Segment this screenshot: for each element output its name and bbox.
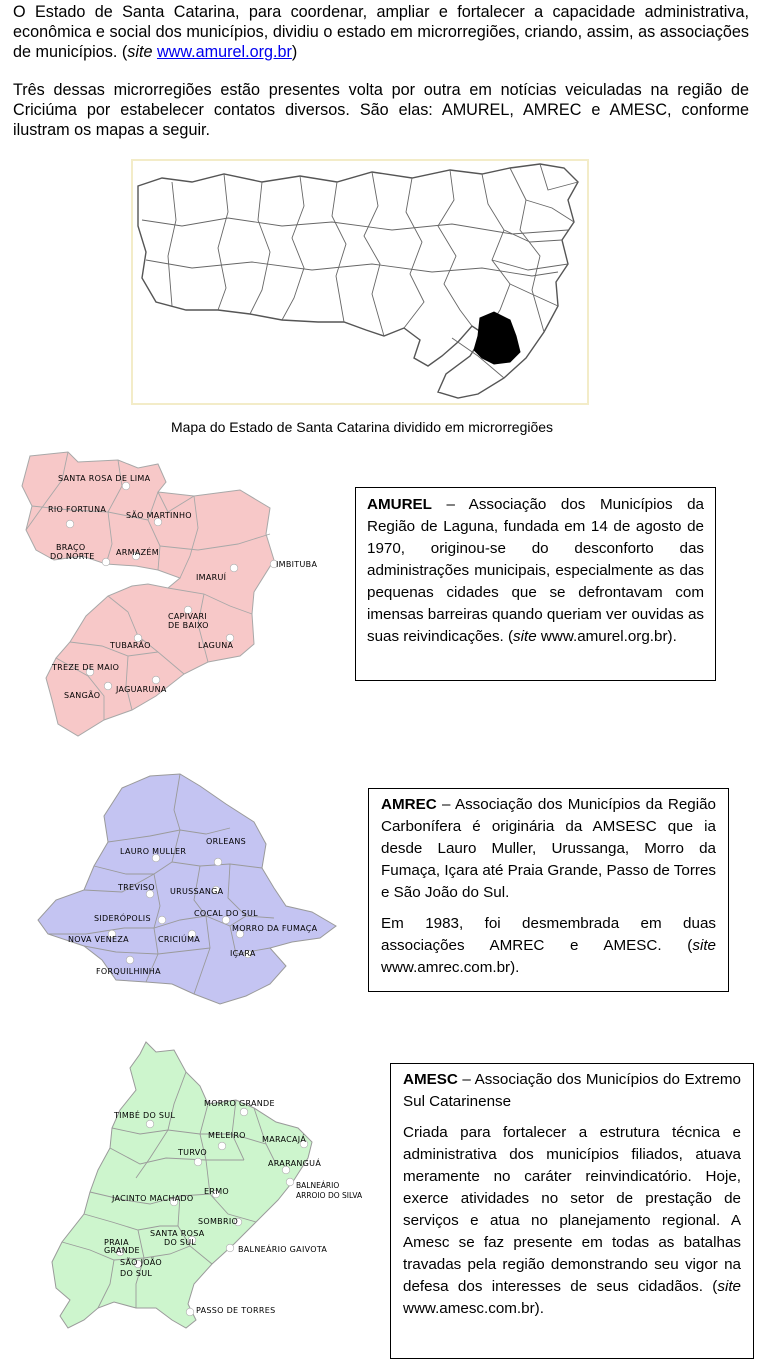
amesc-label-sao-joao-2: DO SUL bbox=[120, 1269, 153, 1278]
amrec-acronym: AMREC bbox=[381, 796, 437, 813]
amrec-label-nova-veneza: NOVA VENEZA bbox=[68, 935, 129, 944]
amesc-label-turvo: TURVO bbox=[178, 1148, 207, 1157]
amurel-label-imbituba: IMBITUBA bbox=[276, 560, 318, 569]
amesc-label-passo: PASSO DE TORRES bbox=[196, 1306, 276, 1315]
amrec-paragraph-2 bbox=[381, 913, 716, 979]
amrec-info-box bbox=[368, 788, 729, 992]
amesc-label-balneario-1: BALNEÁRIO bbox=[296, 1181, 340, 1190]
amrec-label-icara: IÇARA bbox=[230, 949, 256, 958]
amurel-text: – Associação dos Municípios da Região de Laguna, fundada em 14 de agosto de 1970, originou-se do desconforto das administrações municipais, especialmente as das pequenas cidades que se defrontavam com imensas barreiras quando queriam ver ouvidas as suas reivindicações. ( bbox=[367, 496, 704, 645]
amesc-region-shape bbox=[52, 1042, 312, 1328]
amesc-map bbox=[40, 1038, 380, 1338]
amesc-info-box bbox=[390, 1063, 754, 1359]
amurel-acronym: AMUREL bbox=[367, 496, 432, 513]
amesc-label-balneario-2: ARROIO DO SILVA bbox=[296, 1191, 363, 1200]
amesc-label-ararangua: ARARANGUÁ bbox=[268, 1159, 322, 1168]
amurel-label-capivari-1: CAPIVARI bbox=[168, 612, 207, 621]
amrec-text-1: – Associação dos Municípios da Região Carbonífera é originária da AMSESC que ia desde Lauro Muller, Urussanga, Morro da Fumaça, Içara até Praia Grande, Passo de Torres e São João do Sul. bbox=[381, 796, 716, 901]
amesc-text-2: Criada para fortalecer a estrutura técnica e administrativa dos municípios filiados, atuava meramente no caráter reinvindicatório. Hoje, exerce atividades no setor de prestação de serviços e atua no planejamento regional. A Amesc se faz presente em todas as batalhas travadas pela região demonstrando seu vigor na defesa dos interesses de seus cidadãos. ( bbox=[403, 1124, 741, 1295]
amrec-label-urussanga: URUSSANGA bbox=[170, 887, 224, 896]
amrec-site-word: site bbox=[692, 937, 716, 954]
amurel-label-sangao: SANGÃO bbox=[64, 691, 101, 700]
amesc-label-maracaja: MARACAJÁ bbox=[262, 1135, 307, 1144]
amrec-label-morro: MORRO DA FUMAÇA bbox=[232, 924, 318, 933]
amesc-text-1: – Associação dos Municípios do Extremo Sul Catarinense bbox=[403, 1071, 741, 1110]
amurel-paragraph bbox=[367, 494, 704, 648]
amesc-label-praia-1: PRAIA bbox=[104, 1238, 129, 1247]
amesc-label-praia-2: GRANDE bbox=[104, 1246, 140, 1255]
amurel-label-braco-1: BRAÇO bbox=[56, 543, 86, 552]
amrec-text-2: Em 1983, foi desmembrada em duas associações AMREC e AMESC. ( bbox=[381, 915, 716, 954]
amesc-acronym: AMESC bbox=[403, 1071, 458, 1088]
intro-p1-text: O Estado de Santa Catarina, para coordenar, ampliar e fortalecer a capacidade administrativa, econômica e social dos municípios, dividiu o estado em microrregiões, criando, assim, as associações de municípios. ( bbox=[13, 3, 749, 61]
amrec-label-sideropolis: SIDERÓPOLIS bbox=[94, 914, 151, 923]
intro-paragraph-2: Três dessas microrregiões estão presentes volta por outra em notícias veiculadas na região de Criciúma por estabelecer contatos diversos. São elas: AMUREL, AMREC e AMESC, conforme ilustram os mapas a seguir. bbox=[13, 81, 749, 139]
amesc-paragraph-1 bbox=[403, 1069, 741, 1113]
amurel-label-rio-fortuna: RIO FORTUNA bbox=[48, 505, 107, 514]
amesc-label-timbe: TIMBÉ DO SUL bbox=[114, 1111, 176, 1120]
amrec-label-cocal: COCAL DO SUL bbox=[194, 909, 258, 918]
amrec-label-orleans: ORLEANS bbox=[206, 837, 247, 846]
amrec-label-treviso: TREVISO bbox=[118, 883, 155, 892]
amesc-paragraph-2 bbox=[403, 1122, 741, 1320]
amesc-label-morro-grande: MORRO GRANDE bbox=[204, 1099, 275, 1108]
intro-paragraph-1 bbox=[13, 2, 749, 62]
amesc-label-jacinto: JACINTO MACHADO bbox=[112, 1194, 194, 1203]
amurel-label-santa-rosa: SANTA ROSA DE LIMA bbox=[58, 474, 151, 483]
amrec-site-url: www.amrec.com.br). bbox=[381, 959, 520, 976]
amurel-site-word: site bbox=[513, 628, 537, 645]
amrec-label-forquilhinha: FORQUILHINHA bbox=[96, 967, 161, 976]
amurel-link[interactable]: www.amurel.org.br bbox=[156, 43, 292, 61]
amurel-label-jaguaruna: JAGUARUNA bbox=[116, 685, 167, 694]
amurel-label-armazem: ARMAZÉM bbox=[116, 548, 159, 557]
intro-site-word: site bbox=[127, 43, 153, 61]
amurel-label-imarui: IMARUÍ bbox=[196, 573, 227, 582]
amurel-label-sao-martinho: SÃO MARTINHO bbox=[126, 511, 192, 520]
amesc-site-word: site bbox=[717, 1278, 741, 1295]
amesc-site-url: www.amesc.com.br). bbox=[403, 1300, 544, 1317]
amurel-label-treze: TREZE DE MAIO bbox=[52, 663, 120, 672]
amesc-label-sao-joao-1: SÃO JOÃO bbox=[120, 1258, 162, 1267]
amurel-label-capivari-2: DE BAIXO bbox=[168, 621, 209, 630]
amesc-label-santa-rosa-2: DO SUL bbox=[164, 1238, 197, 1247]
amurel-site-url: www.amurel.org.br). bbox=[536, 628, 677, 645]
state-map bbox=[132, 160, 588, 404]
amesc-label-ermo: ERMO bbox=[204, 1187, 230, 1196]
state-map-caption: Mapa do Estado de Santa Catarina dividido em microrregiões bbox=[170, 419, 554, 435]
amesc-label-sombrio: SOMBRIO bbox=[198, 1217, 239, 1226]
amurel-label-braco-2: DO NORTE bbox=[50, 552, 95, 561]
amesc-label-santa-rosa-1: SANTA ROSA bbox=[150, 1229, 205, 1238]
amrec-paragraph-1 bbox=[381, 794, 716, 904]
amrec-label-lauro: LAURO MULLER bbox=[120, 847, 187, 856]
amrec-map bbox=[30, 770, 360, 1010]
amesc-label-gaivota: BALNEÁRIO GAIVOTA bbox=[238, 1245, 328, 1254]
intro-p1-close: ) bbox=[291, 43, 298, 61]
amurel-info-box bbox=[355, 487, 716, 681]
amurel-label-tubarao: TUBARÃO bbox=[110, 641, 151, 650]
amurel-map bbox=[8, 446, 338, 746]
amrec-label-criciuma: CRICIÚMA bbox=[158, 935, 201, 944]
amurel-label-laguna: LAGUNA bbox=[198, 641, 234, 650]
amesc-label-meleiro: MELEIRO bbox=[208, 1131, 246, 1140]
